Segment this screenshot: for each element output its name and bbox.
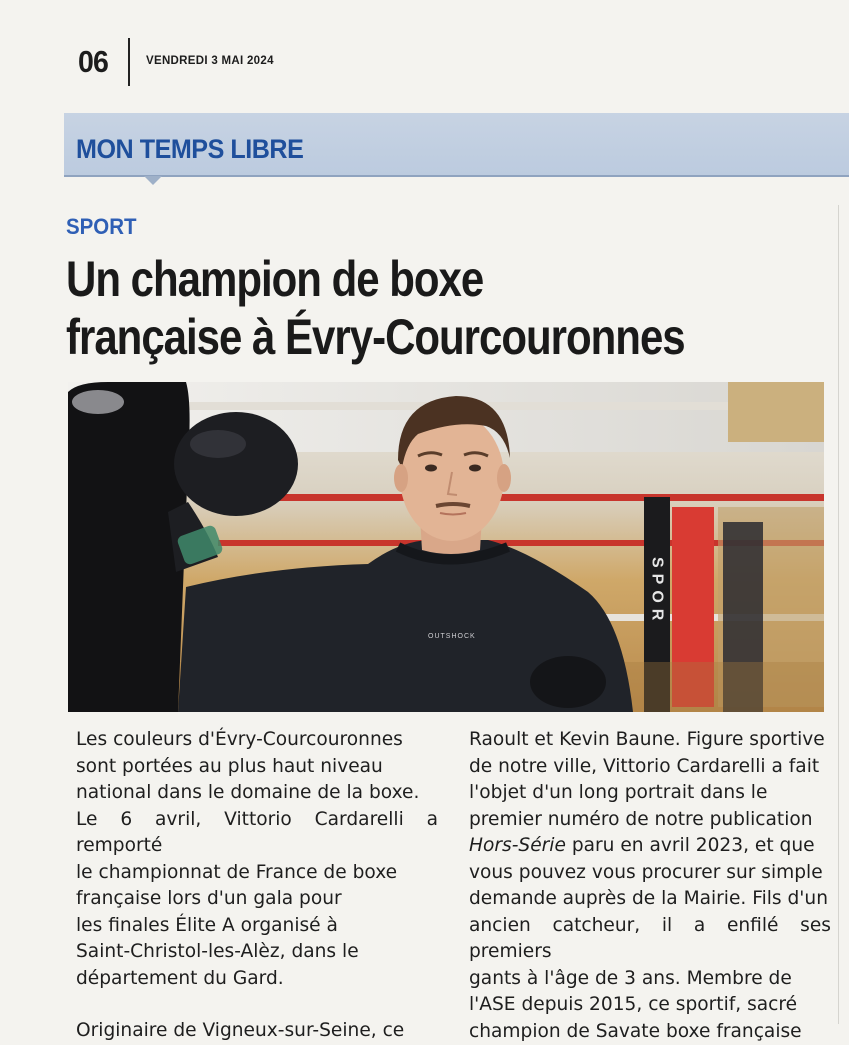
boxing-glove-left <box>174 412 298 516</box>
left-line-8: Saint-Christol-les-Alèz, dans le <box>76 939 438 966</box>
section-band-notch <box>144 176 162 185</box>
left-line-5: le championnat de France de boxe <box>76 860 438 887</box>
right-line-8: ancien catcheur, il a enfilé ses premiers <box>469 913 831 966</box>
boxing-glove-right <box>530 656 606 708</box>
headline-line-2: française à Évry-Courcouronnes <box>66 308 755 366</box>
right-line-9: gants à l'âge de 3 ans. Membre de <box>469 966 831 993</box>
right-line-1: Raoult et Kevin Baune. Figure sportive <box>469 727 831 754</box>
headline-line-1: Un champion de boxe <box>66 250 755 308</box>
left-line-3: national dans le domaine de la boxe. <box>76 780 438 807</box>
publication-title: Hors-Série <box>469 835 566 856</box>
left-line-9: département du Gard. <box>76 966 438 993</box>
left-line-1: Les couleurs d'Évry-Courcouronnes <box>76 727 438 754</box>
paragraph-gap <box>76 992 438 1018</box>
page-divider <box>128 38 130 86</box>
article-photo <box>68 382 824 712</box>
left-line-6: française lors d'un gala pour <box>76 886 438 913</box>
right-line-3: l'objet d'un long portrait dans le <box>469 780 831 807</box>
post-text: SPOR <box>649 557 666 626</box>
article-right-column <box>469 727 831 1045</box>
article-left-column <box>76 727 438 1045</box>
article-rubric: SPORT <box>66 214 136 240</box>
heavy-bag <box>68 382 190 712</box>
left-line-7: les finales Élite A organisé à <box>76 913 438 940</box>
page-date: VENDREDI 3 MAI 2024 <box>146 55 274 67</box>
right-line-5 <box>469 833 831 860</box>
left-line-partial: Originaire de Vigneux-sur-Seine, ce <box>76 1018 438 1045</box>
left-line-4: Le 6 avril, Vittorio Cardarelli a remporté <box>76 807 438 860</box>
ring-rope-top <box>218 494 824 501</box>
left-line-2: sont portées au plus haut niveau <box>76 754 438 781</box>
right-line-7: demande auprès de la Mairie. Fils d'un <box>469 886 831 913</box>
right-line-5-rest: paru en avril 2023, et que <box>566 835 815 856</box>
right-line-4: premier numéro de notre publication <box>469 807 831 834</box>
article-headline <box>66 250 755 366</box>
shirt-text: OUTSHOCK <box>428 633 476 640</box>
right-line-6: vous pouvez vous procurer sur simple <box>469 860 831 887</box>
section-title: MON TEMPS LIBRE <box>76 134 303 165</box>
right-line-10: l'ASE depuis 2015, ce sportif, sacré <box>469 992 831 1019</box>
right-line-11: champion de Savate boxe française <box>469 1019 831 1045</box>
page-number: 06 <box>78 44 108 80</box>
page-edge-rule <box>838 205 839 1024</box>
right-line-2: de notre ville, Vittorio Cardarelli a fait <box>469 754 831 781</box>
